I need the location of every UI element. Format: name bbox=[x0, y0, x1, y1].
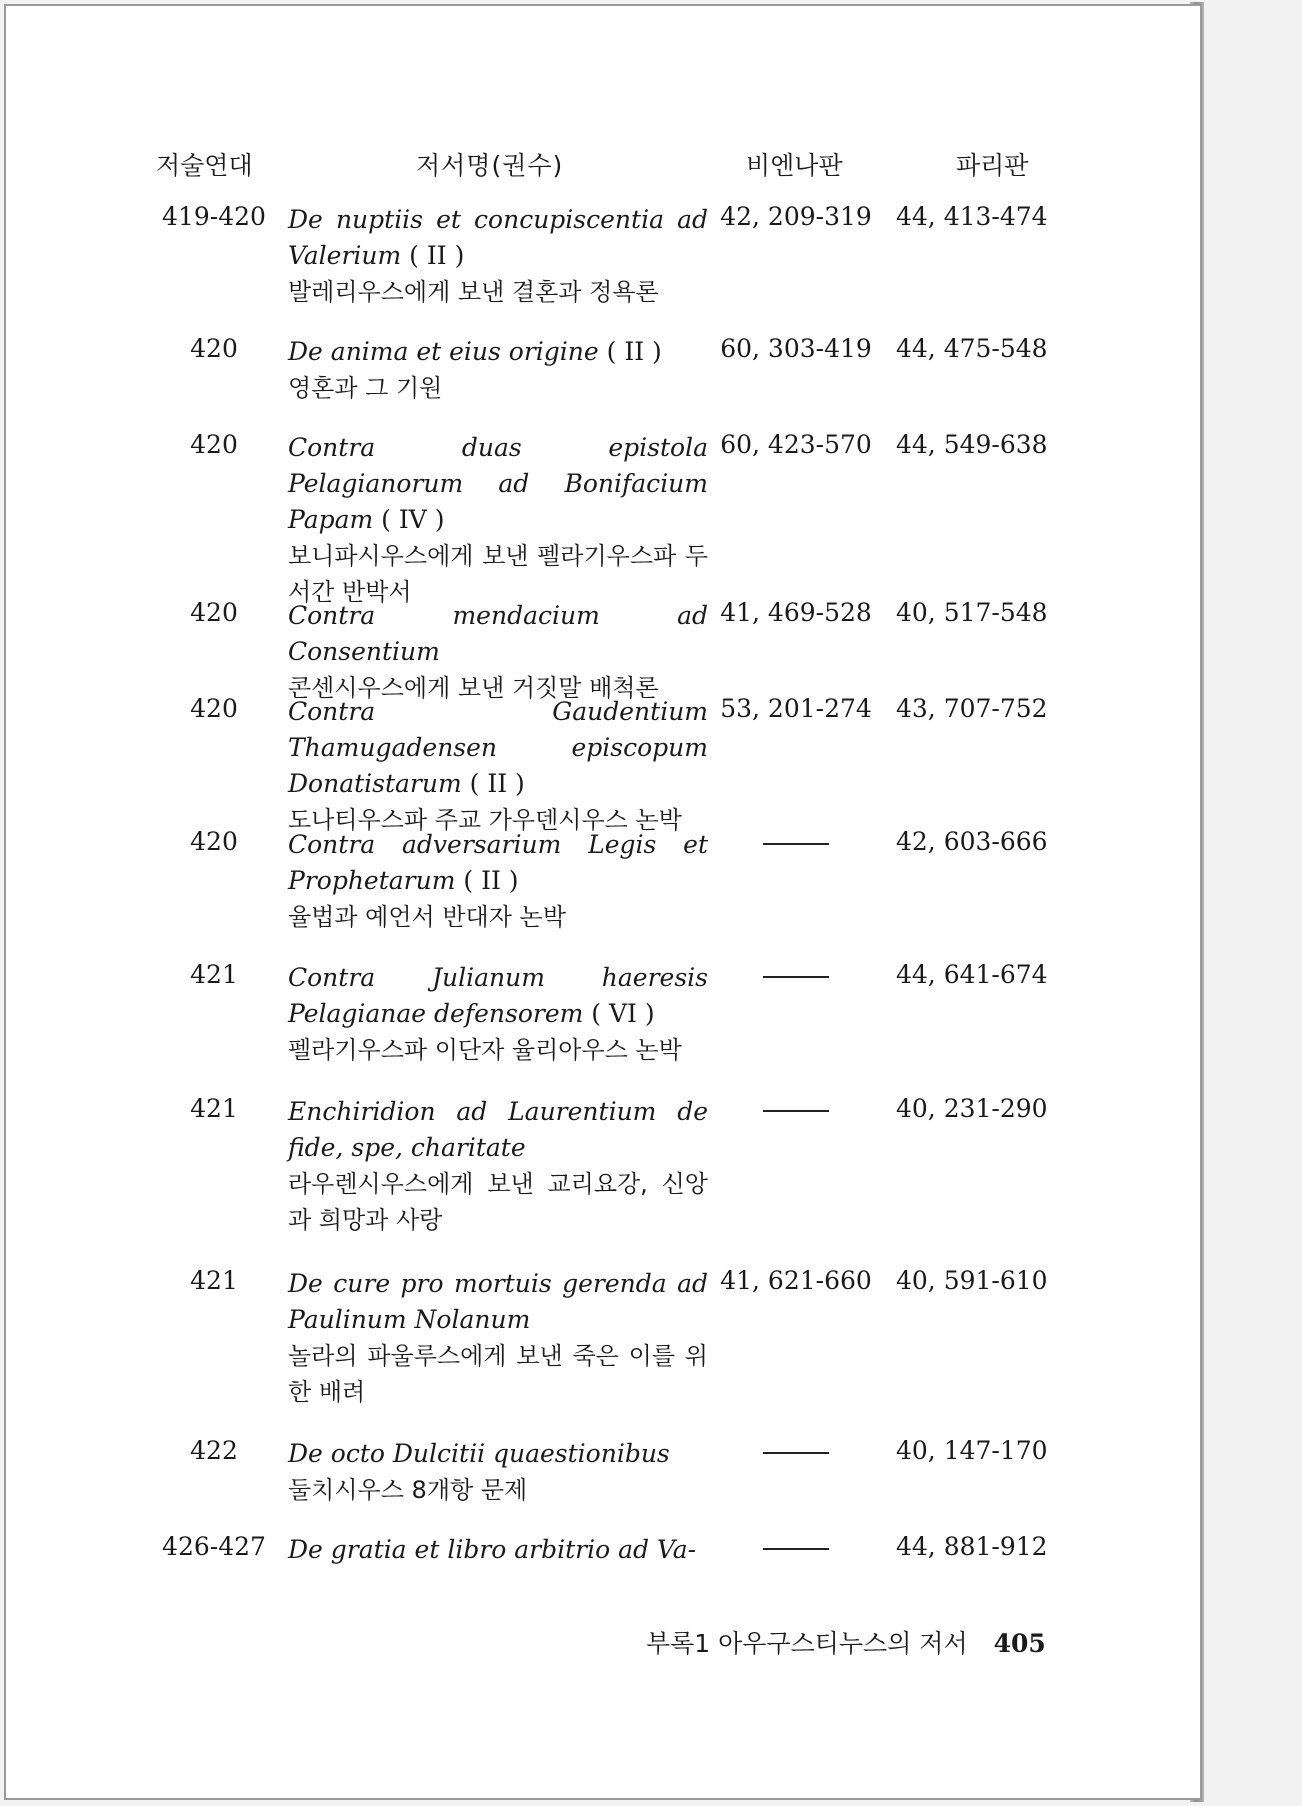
entry-year: 420 bbox=[190, 430, 238, 459]
entry-year: 420 bbox=[190, 694, 238, 723]
korean-title: 발레리우스에게 보낸 결혼과 정욕론 bbox=[288, 278, 659, 306]
vienna-edition: 53, 201-274 bbox=[720, 694, 872, 723]
paris-edition: 40, 591-610 bbox=[896, 1266, 1048, 1295]
latin-title: De anima et eius origine bbox=[288, 337, 599, 366]
korean-title: 콘센시우스에게 보낸 거짓말 배척론 bbox=[288, 674, 659, 702]
entry-title bbox=[288, 694, 708, 838]
entry-title bbox=[288, 334, 708, 406]
entry-title bbox=[288, 598, 708, 706]
entry-title bbox=[288, 1094, 708, 1238]
entry-title bbox=[288, 1532, 708, 1568]
volume-count: ( II ) bbox=[606, 337, 662, 366]
paris-edition: 43, 707-752 bbox=[896, 694, 1048, 723]
paris-edition: 44, 641-674 bbox=[896, 960, 1048, 989]
header-title: 저서명(권수) bbox=[416, 151, 564, 180]
vienna-edition-none bbox=[716, 960, 876, 989]
paris-edition: 44, 881-912 bbox=[896, 1532, 1048, 1561]
entry-year: 426-427 bbox=[162, 1532, 266, 1561]
entry-year: 421 bbox=[190, 1266, 238, 1295]
book-page bbox=[4, 4, 1202, 1800]
latin-title: De nuptiis et concupiscentia ad Valerium bbox=[288, 205, 708, 270]
paris-edition: 44, 475-548 bbox=[896, 334, 1048, 363]
table-header bbox=[6, 146, 1204, 186]
dash-mark bbox=[763, 1110, 829, 1112]
dash-mark bbox=[763, 976, 829, 978]
volume-count: ( IV ) bbox=[381, 505, 445, 534]
entry-title bbox=[288, 202, 708, 310]
vienna-edition-none bbox=[716, 1532, 876, 1561]
entry-year: 421 bbox=[190, 1094, 238, 1123]
korean-title: 둘치시우스 8개항 문제 bbox=[288, 1476, 528, 1504]
running-footer-title: 부록1 아우구스티누스의 저서 bbox=[646, 1629, 968, 1658]
latin-title: De cure pro mortuis gerenda ad Paulinum Nolanum bbox=[288, 1269, 708, 1334]
latin-title: Contra duas epistola Pelagianorum ad Bonifacium Papam bbox=[288, 433, 708, 534]
korean-title: 율법과 예언서 반대자 논박 bbox=[288, 903, 566, 931]
page-number: 405 bbox=[993, 1629, 1046, 1658]
vienna-edition-none bbox=[716, 1436, 876, 1465]
entry-year: 420 bbox=[190, 598, 238, 627]
dash-mark bbox=[763, 843, 829, 845]
paris-edition: 44, 549-638 bbox=[896, 430, 1048, 459]
latin-title: Contra adversarium Legis et Prophetarum bbox=[288, 830, 708, 895]
entry-year: 420 bbox=[190, 827, 238, 856]
latin-title: Contra Gaudentium Thamugadensen episcopum Donatistarum bbox=[288, 697, 708, 798]
header-year: 저술연대 bbox=[156, 151, 253, 180]
header-vienna-edition: 비엔나판 bbox=[746, 151, 843, 180]
entry-year: 422 bbox=[190, 1436, 238, 1465]
korean-title: 놀라의 파울루스에게 보낸 죽은 이를 위한 배려 bbox=[288, 1342, 708, 1406]
korean-title: 펠라기우스파 이단자 율리아우스 논박 bbox=[288, 1036, 682, 1064]
vienna-edition-none bbox=[716, 827, 876, 856]
paris-edition: 40, 147-170 bbox=[896, 1436, 1048, 1465]
vienna-edition-none bbox=[716, 1094, 876, 1123]
korean-title: 보니파시우스에게 보낸 펠라기우스파 두 서간 반박서 bbox=[288, 542, 708, 606]
paris-edition: 40, 517-548 bbox=[896, 598, 1048, 627]
header-paris-edition: 파리판 bbox=[956, 151, 1029, 180]
entry-title bbox=[288, 827, 708, 935]
vienna-edition: 60, 303-419 bbox=[720, 334, 872, 363]
volume-count: ( VI ) bbox=[591, 999, 655, 1028]
entry-title bbox=[288, 960, 708, 1068]
dash-mark bbox=[763, 1548, 829, 1550]
paris-edition: 42, 603-666 bbox=[896, 827, 1048, 856]
latin-title: De octo Dulcitii quaestionibus bbox=[288, 1439, 670, 1468]
entry-year: 420 bbox=[190, 334, 238, 363]
volume-count: ( II ) bbox=[463, 866, 519, 895]
vienna-edition: 60, 423-570 bbox=[720, 430, 872, 459]
latin-title: De gratia et libro arbitrio ad Va- bbox=[288, 1535, 697, 1564]
korean-title: 도나티우스파 주교 가우덴시우스 논박 bbox=[288, 806, 682, 834]
entry-title bbox=[288, 430, 708, 610]
page-footer bbox=[646, 1624, 1066, 1660]
volume-count: ( II ) bbox=[409, 241, 465, 270]
latin-title: Enchiridion ad Laurentium de fide, spe, charitate bbox=[288, 1097, 708, 1162]
entry-title bbox=[288, 1436, 708, 1508]
latin-title: Contra mendacium ad Consentium bbox=[288, 601, 708, 666]
vienna-edition: 41, 621-660 bbox=[720, 1266, 872, 1295]
entry-title bbox=[288, 1266, 708, 1410]
vienna-edition: 42, 209-319 bbox=[720, 202, 872, 231]
paris-edition: 44, 413-474 bbox=[896, 202, 1048, 231]
dash-mark bbox=[763, 1452, 829, 1454]
volume-count: ( II ) bbox=[469, 769, 525, 798]
vienna-edition: 41, 469-528 bbox=[720, 598, 872, 627]
korean-title: 영혼과 그 기원 bbox=[288, 374, 443, 402]
entry-year: 419-420 bbox=[162, 202, 266, 231]
latin-title: Contra Julianum haeresis Pelagianae defensorem bbox=[288, 963, 708, 1028]
paris-edition: 40, 231-290 bbox=[896, 1094, 1048, 1123]
korean-title: 라우렌시우스에게 보낸 교리요강, 신앙과 희망과 사랑 bbox=[288, 1170, 708, 1234]
entry-year: 421 bbox=[190, 960, 238, 989]
